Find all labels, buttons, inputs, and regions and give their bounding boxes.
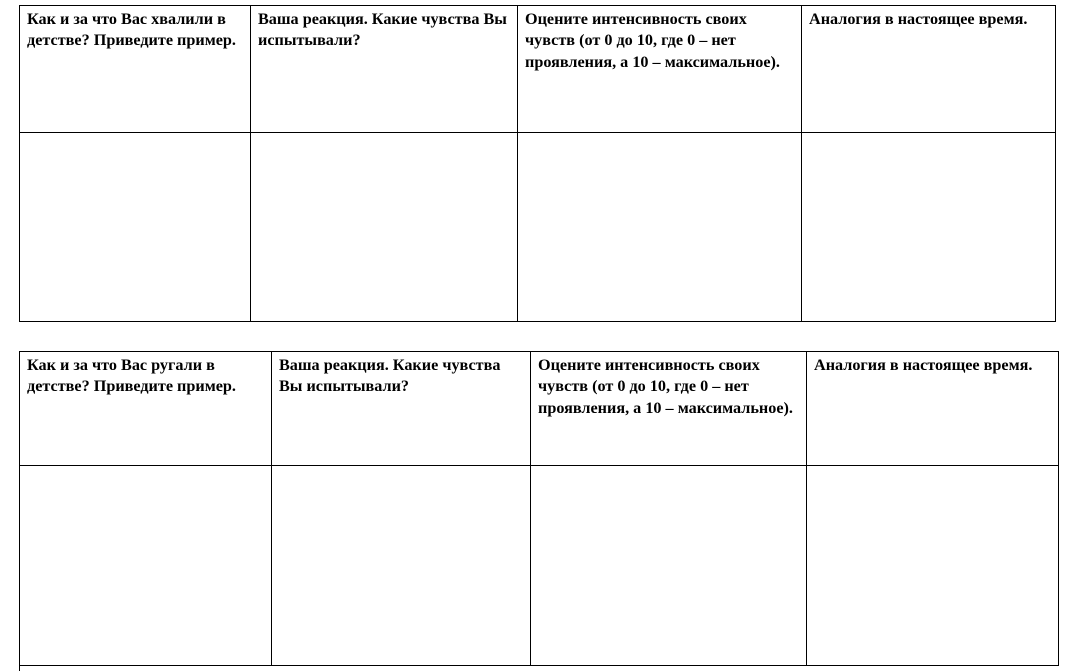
scold-table — [19, 351, 1059, 666]
praise-answer-how-praised-cell[interactable] — [20, 133, 251, 322]
praise-header-analogy: Аналогия в настоящее время. — [802, 6, 1056, 133]
praise-answer-analogy-cell[interactable] — [802, 133, 1056, 322]
scold-answer-intensity-cell[interactable] — [531, 466, 807, 666]
scold-header-how-scolded: Как и за что Вас ругали в детстве? Приведите пример. — [20, 352, 272, 466]
scold-answer-how-scolded-cell[interactable] — [20, 466, 272, 666]
scold-answer-row — [20, 466, 1059, 666]
praise-header-row — [20, 6, 1056, 133]
praise-header-intensity: Оцените интенсивность своих чувств (от 0 до 10, где 0 – нет проявления, а 10 – максимальное). — [518, 6, 802, 133]
praise-answer-reaction-cell[interactable] — [251, 133, 518, 322]
scold-header-analogy: Аналогия в настоящее время. — [807, 352, 1059, 466]
scold-header-reaction: Ваша реакция. Какие чувства Вы испытывали? — [272, 352, 531, 466]
praise-answer-intensity-cell[interactable] — [518, 133, 802, 322]
praise-header-how-praised: Как и за что Вас хвалили в детстве? Приведите пример. — [20, 6, 251, 133]
praise-header-reaction: Ваша реакция. Какие чувства Вы испытывали? — [251, 6, 518, 133]
scold-header-row — [20, 352, 1059, 466]
praise-table — [19, 5, 1056, 322]
page-margin-mark — [19, 664, 20, 671]
scold-answer-reaction-cell[interactable] — [272, 466, 531, 666]
praise-answer-row — [20, 133, 1056, 322]
scold-answer-analogy-cell[interactable] — [807, 466, 1059, 666]
scold-header-intensity: Оцените интенсивность своих чувств (от 0 до 10, где 0 – нет проявления, а 10 – максимальное). — [531, 352, 807, 466]
